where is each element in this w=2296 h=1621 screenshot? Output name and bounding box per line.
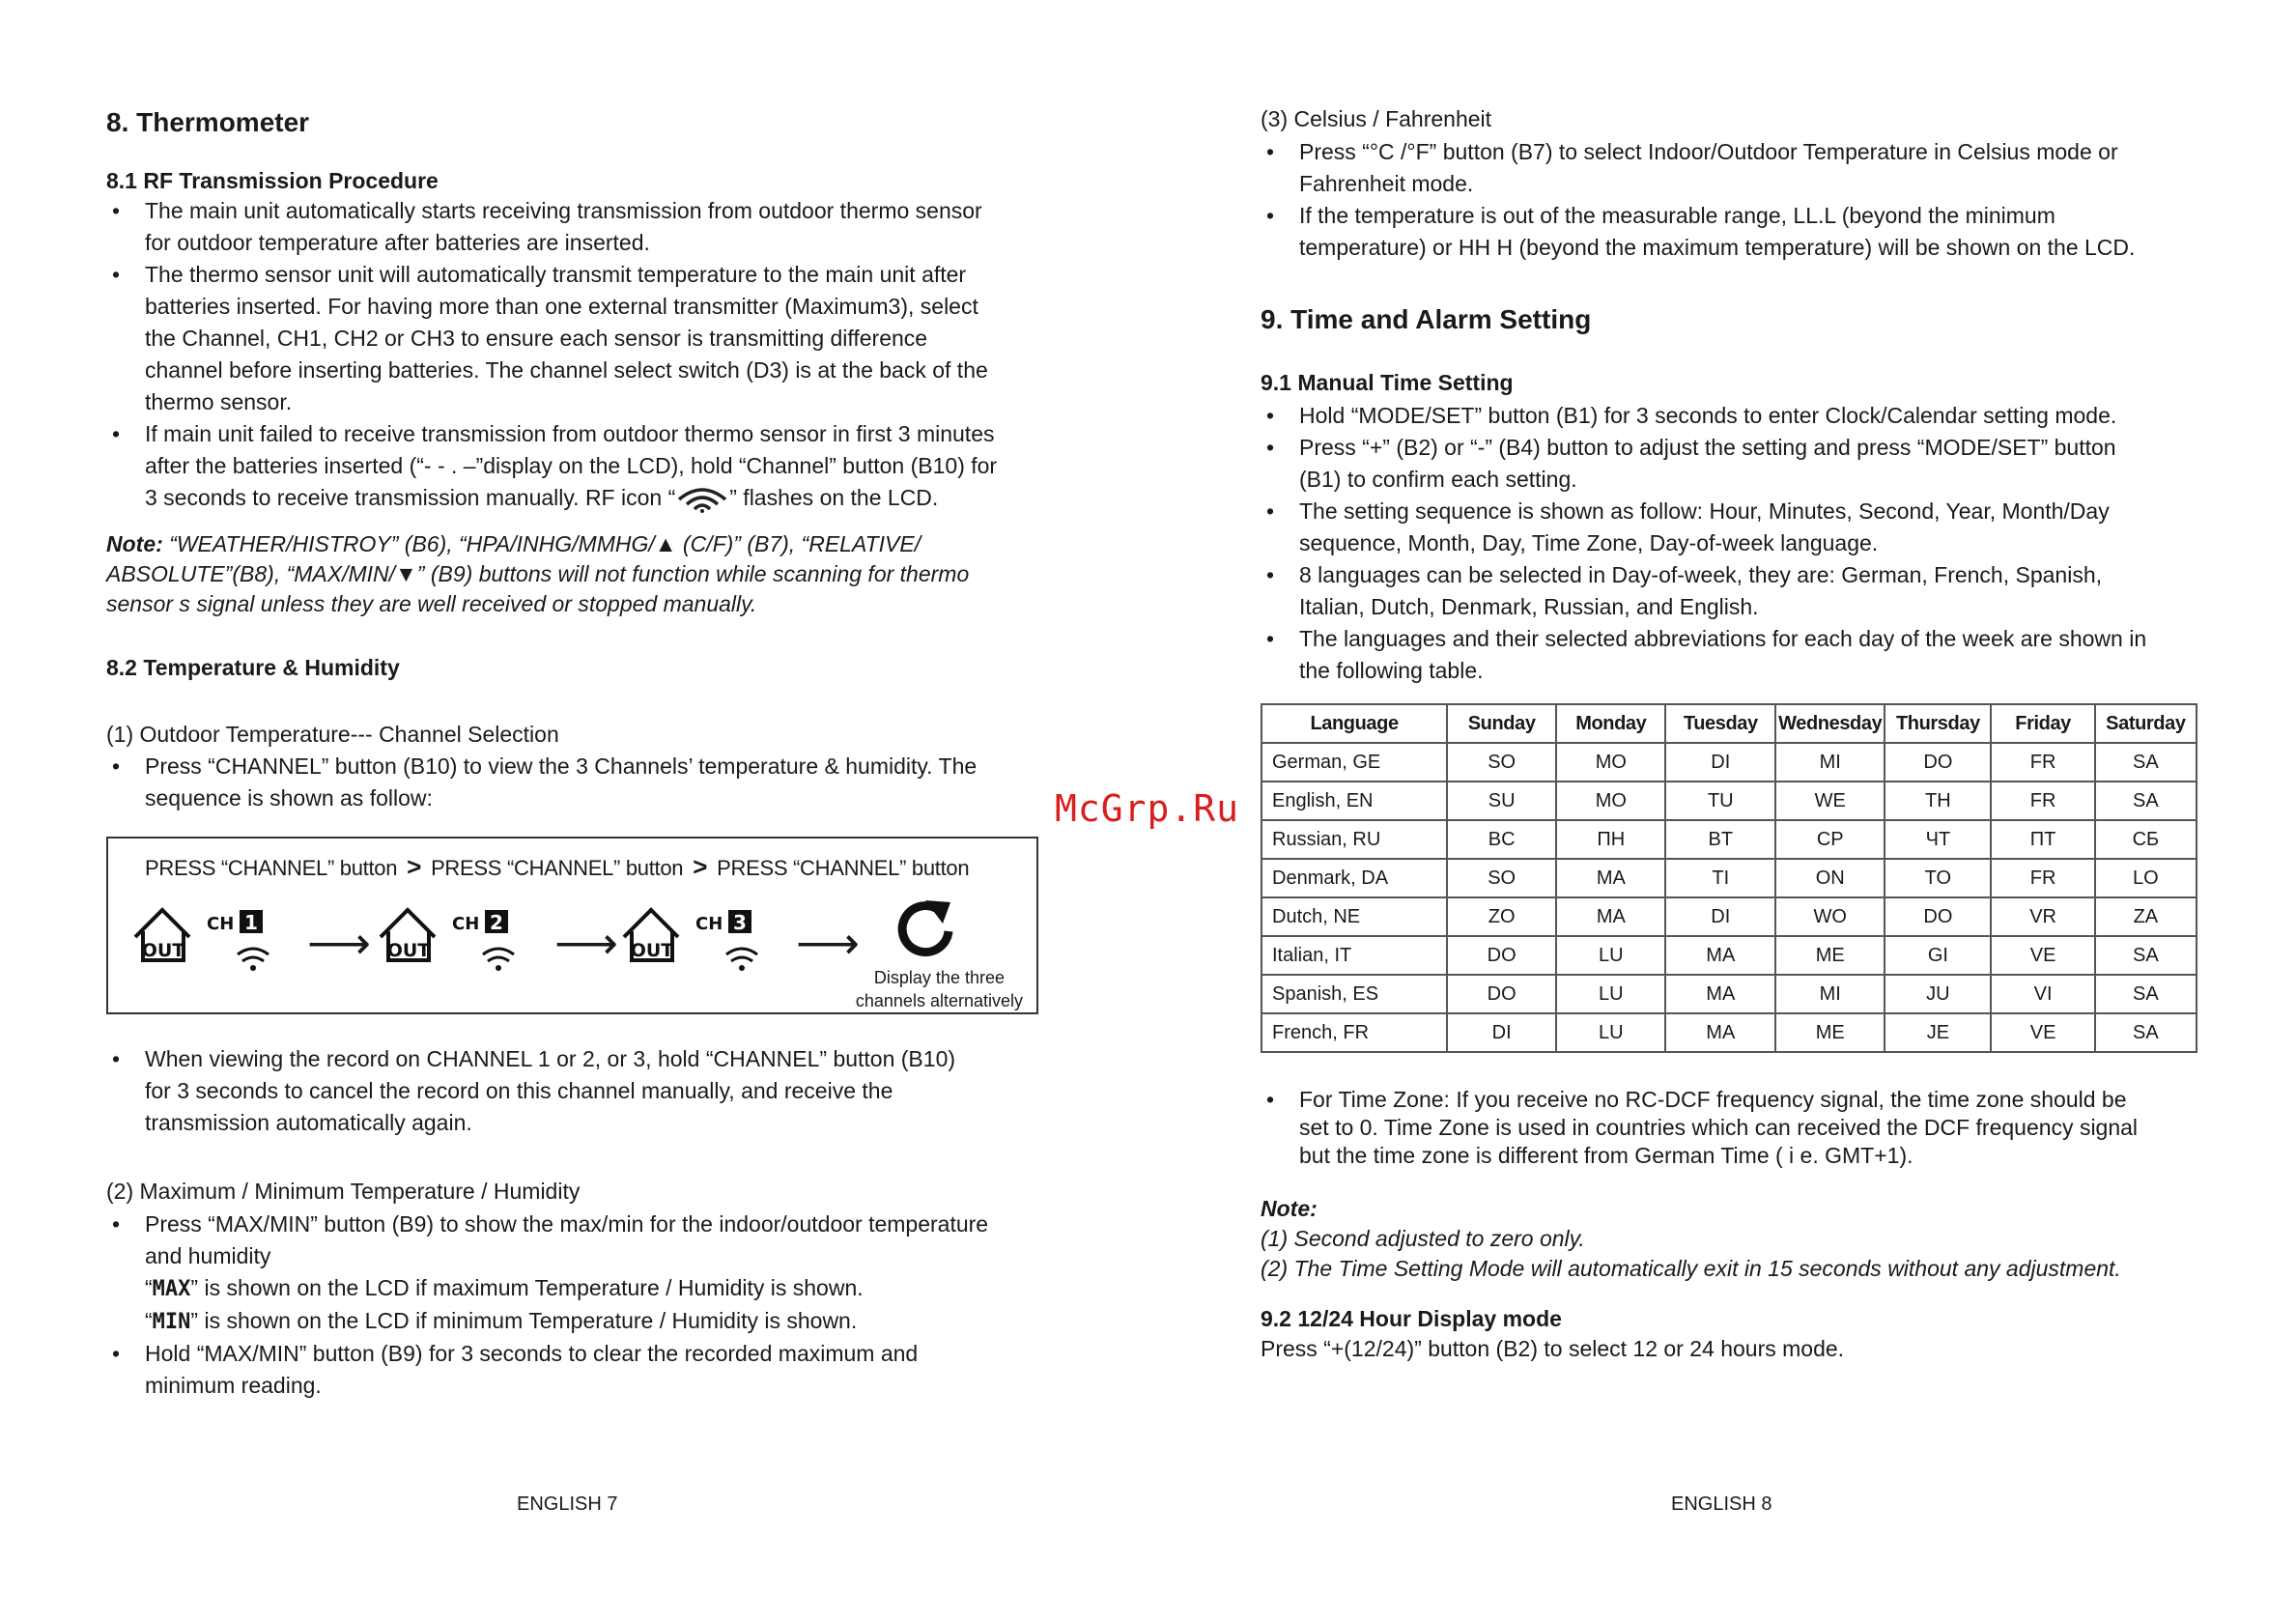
day-abbrev-cell: SA xyxy=(2095,975,2197,1013)
day-abbrev-cell: DI xyxy=(1665,897,1775,936)
column-header: Tuesday xyxy=(1665,704,1775,743)
day-abbrev-cell: ME xyxy=(1775,936,1885,975)
day-abbrev-cell: LU xyxy=(1556,1013,1665,1052)
column-header: Sunday xyxy=(1447,704,1556,743)
day-abbrev-cell: LO xyxy=(2095,859,2197,897)
day-abbrev-cell: FR xyxy=(1991,782,2094,820)
sequence-arrow-3: ⟶ xyxy=(796,918,860,968)
day-abbrev-cell: SO xyxy=(1447,743,1556,782)
channel-1-unit xyxy=(131,895,325,991)
day-abbrev-cell: FR xyxy=(1991,743,2094,782)
day-abbrev-cell: BC xyxy=(1447,820,1556,859)
channel-selection-list xyxy=(106,751,977,814)
table-row xyxy=(1261,820,2197,859)
day-abbrev-cell: SU xyxy=(1447,782,1556,820)
day-abbrev-cell: DO xyxy=(1885,897,1991,936)
day-abbrev-cell: MA xyxy=(1556,859,1665,897)
table-row xyxy=(1261,782,2197,820)
day-abbrev-cell: MI xyxy=(1775,975,1885,1013)
cycle-icon xyxy=(889,887,966,964)
time-zone-list xyxy=(1261,1086,2138,1170)
svg-text:OUT: OUT xyxy=(630,940,674,961)
house-out-icon xyxy=(131,895,325,991)
day-abbrev-cell: CP xyxy=(1775,820,1885,859)
language-cell: German, GE xyxy=(1261,743,1447,782)
column-header: Language xyxy=(1261,704,1447,743)
day-abbrev-cell: MA xyxy=(1665,1013,1775,1052)
day-abbrev-cell: SA xyxy=(2095,782,2197,820)
column-header: Saturday xyxy=(2095,704,2197,743)
day-abbrev-cell: DO xyxy=(1447,975,1556,1013)
cycle-caption: Display the three channels alternatively xyxy=(855,968,1023,1010)
day-abbrev-cell: BT xyxy=(1665,820,1775,859)
list-item: • Press “+” (B2) or “-” (B4) button to adjust the setting and press “MODE/SET” button (B1) to confirm each setting. xyxy=(1261,432,2146,496)
day-abbrev-cell: TH xyxy=(1885,782,1991,820)
section-title-thermometer: 8. Thermometer xyxy=(106,107,310,137)
rf-procedure-heading: 8.1 RF Transmission Procedure xyxy=(106,168,439,193)
language-cell: Dutch, NE xyxy=(1261,897,1447,936)
day-abbrev-cell: MA xyxy=(1665,936,1775,975)
day-abbreviation-table xyxy=(1261,703,2197,1053)
day-abbrev-cell: MA xyxy=(1556,897,1665,936)
min-indicator-line: “MIN” is shown on the LCD if minimum Temperature / Humidity is shown. xyxy=(145,1308,858,1334)
day-abbrev-cell: VE xyxy=(1991,936,2094,975)
house-out-icon xyxy=(620,895,813,991)
day-abbrev-cell: JU xyxy=(1885,975,1991,1013)
celsius-fahrenheit-list xyxy=(1261,136,2135,264)
day-abbrev-cell: SA xyxy=(2095,743,2197,782)
list-item: • Press “CHANNEL” button (B10) to view the 3 Channels’ temperature & humidity. The sequence is shown as follow: xyxy=(106,751,977,814)
table-row xyxy=(1261,897,2197,936)
day-abbrev-cell: TO xyxy=(1885,859,1991,897)
day-abbrev-cell: GI xyxy=(1885,936,1991,975)
rf-procedure-list xyxy=(106,195,997,514)
table-header-row xyxy=(1261,704,2197,743)
sequence-arrow-2: ⟶ xyxy=(554,918,618,968)
sequence-arrow-1: ⟶ xyxy=(307,918,371,968)
day-abbrev-cell: VR xyxy=(1991,897,2094,936)
list-item: • Hold “MAX/MIN” button (B9) for 3 seconds to clear the recorded maximum and minimum reading. xyxy=(106,1338,988,1402)
list-item: • Hold “MODE/SET” button (B1) for 3 seconds to enter Clock/Calendar setting mode. xyxy=(1261,400,2146,432)
svg-text:2: 2 xyxy=(490,911,503,934)
svg-text:OUT: OUT xyxy=(386,940,431,961)
min-lcd-label: MIN xyxy=(152,1310,191,1334)
column-header: Wednesday xyxy=(1775,704,1885,743)
day-abbrev-cell: TU xyxy=(1665,782,1775,820)
day-abbrev-cell: MO xyxy=(1556,743,1665,782)
language-cell: Italian, IT xyxy=(1261,936,1447,975)
day-abbrev-cell: DI xyxy=(1665,743,1775,782)
day-abbrev-cell: MI xyxy=(1775,743,1885,782)
list-item: • The thermo sensor unit will automatically transmit temperature to the main unit after batteries inserted. For having more than one external transmitter (Maximum3), select the Channel, CH1, CH2 or CH3 to ensure each sensor is transmitting difference channel before inserting batteries. The channel select switch (D3) is at the back of the thermo sensor. xyxy=(106,259,997,418)
list-item: • The languages and their selected abbreviations for each day of the week are shown in the following table. xyxy=(1261,623,2146,687)
svg-text:OUT: OUT xyxy=(141,940,185,961)
day-abbrev-cell: MO xyxy=(1556,782,1665,820)
day-abbrev-cell: СБ xyxy=(2095,820,2197,859)
day-abbrev-cell: ЧТ xyxy=(1885,820,1991,859)
list-item: • 8 languages can be selected in Day-of-week, they are: German, French, Spanish, Italian, Dutch, Denmark, Russian, and English. xyxy=(1261,559,2146,623)
channel-sequence-diagram xyxy=(106,837,1038,1014)
day-abbrev-cell: FR xyxy=(1991,859,2094,897)
day-abbrev-cell: ПН xyxy=(1556,820,1665,859)
day-abbrev-cell: DI xyxy=(1447,1013,1556,1052)
table-row xyxy=(1261,743,2197,782)
max-min-subheading: (2) Maximum / Minimum Temperature / Humidity xyxy=(106,1179,581,1204)
day-abbrev-cell: MA xyxy=(1665,975,1775,1013)
day-abbrev-cell: ZO xyxy=(1447,897,1556,936)
svg-text:CH: CH xyxy=(695,914,723,934)
list-item: • When viewing the record on CHANNEL 1 or 2, or 3, hold “CHANNEL” button (B10) for 3 seconds to cancel the record on this channel manually, and receive the transmission automatically again. xyxy=(106,1043,955,1139)
section-title-time-alarm: 9. Time and Alarm Setting xyxy=(1261,304,1592,334)
day-abbrev-cell: SA xyxy=(2095,1013,2197,1052)
svg-text:CH: CH xyxy=(207,914,235,934)
list-item: • If main unit failed to receive transmission from outdoor thermo sensor in first 3 minutes after the batteries inserted (“- - . –”display on the LCD), hold “Channel” button (B10) for 3 seconds to receive transmission manually. RF icon “ ” flashes on the LCD. xyxy=(106,418,997,514)
table-row xyxy=(1261,859,2197,897)
day-abbrev-cell: LU xyxy=(1556,936,1665,975)
day-abbrev-cell: TI xyxy=(1665,859,1775,897)
watermark: McGrp.Ru xyxy=(1055,787,1240,830)
table-row xyxy=(1261,936,2197,975)
day-abbrev-cell: DO xyxy=(1885,743,1991,782)
language-cell: Denmark, DA xyxy=(1261,859,1447,897)
day-abbrev-cell: VE xyxy=(1991,1013,2094,1052)
manual-time-heading: 9.1 Manual Time Setting xyxy=(1261,370,1514,395)
channel-2-unit xyxy=(377,895,570,991)
list-item: • For Time Zone: If you receive no RC-DCF frequency signal, the time zone should be set to 0. Time Zone is used in countries which can received the DCF frequency signal but the time zone is different from German Time ( i e. GMT+1). xyxy=(1261,1086,2138,1170)
svg-text:3: 3 xyxy=(733,911,747,934)
list-item: • Press “°C /°F” button (B7) to select Indoor/Outdoor Temperature in Celsius mode or Fahrenheit mode. xyxy=(1261,136,2135,200)
celsius-fahrenheit-subheading: (3) Celsius / Fahrenheit xyxy=(1261,106,1492,131)
day-abbrev-cell: SA xyxy=(2095,936,2197,975)
svg-text:CH: CH xyxy=(452,914,480,934)
language-cell: Russian, RU xyxy=(1261,820,1447,859)
day-abbrev-cell: WO xyxy=(1775,897,1885,936)
time-setting-note: Note: (1) Second adjusted to zero only. (2) The Time Setting Mode will automatically exit in 15 seconds without any adjustment. xyxy=(1261,1196,2121,1281)
max-lcd-label: MAX xyxy=(152,1277,191,1301)
channel-selection-subheading: (1) Outdoor Temperature--- Channel Selection xyxy=(106,722,559,747)
day-abbrev-cell: ON xyxy=(1775,859,1885,897)
day-abbrev-cell: ZA xyxy=(2095,897,2197,936)
list-item: • The setting sequence is shown as follow: Hour, Minutes, Second, Year, Month/Day sequence, Month, Day, Time Zone, Day-of-week language. xyxy=(1261,496,2146,559)
rf-note: Note: “WEATHER/HISTROY” (B6), “HPA/INHG/MMHG/▲ (C/F)” (B7), “RELATIVE/ ABSOLUTE”(B8), “MAX/MIN/▼” (B9) buttons will not function while scanning for thermo sensor s signal unless they are well received or stopped manually. xyxy=(106,531,970,616)
hour-mode-heading: 9.2 12/24 Hour Display mode xyxy=(1261,1306,1562,1331)
press-sequence-header: PRESS “CHANNEL” button > PRESS “CHANNEL” button > PRESS “CHANNEL” button xyxy=(145,852,970,881)
temp-humidity-heading: 8.2 Temperature & Humidity xyxy=(106,655,400,680)
day-abbrev-cell: ME xyxy=(1775,1013,1885,1052)
house-out-icon xyxy=(377,895,570,991)
max-min-list xyxy=(106,1209,988,1402)
list-item: • Press “MAX/MIN” button (B9) to show the max/min for the indoor/outdoor temperature and humidity “MAX” is shown on the LCD if maximum Temperature / Humidity is shown. “MIN” is shown on the LCD if minimum Temperature / Humidity is shown. xyxy=(106,1209,988,1338)
table-row xyxy=(1261,975,2197,1013)
column-header: Thursday xyxy=(1885,704,1991,743)
list-item: • The main unit automatically starts receiving transmission from outdoor thermo sensor for outdoor temperature after batteries are inserted. xyxy=(106,195,997,259)
svg-text:1: 1 xyxy=(244,911,258,934)
channel-3-unit xyxy=(620,895,813,991)
day-abbrev-cell: ПТ xyxy=(1991,820,2094,859)
channel-cancel-list xyxy=(106,1043,955,1139)
day-abbrev-cell: JE xyxy=(1885,1013,1991,1052)
column-header: Friday xyxy=(1991,704,2094,743)
day-abbrev-cell: DO xyxy=(1447,936,1556,975)
day-abbrev-cell: SO xyxy=(1447,859,1556,897)
language-cell: French, FR xyxy=(1261,1013,1447,1052)
page-footer-right: ENGLISH 8 xyxy=(1671,1493,1772,1515)
max-indicator-line: “MAX” is shown on the LCD if maximum Temperature / Humidity is shown. xyxy=(145,1275,864,1301)
page-footer-left: ENGLISH 7 xyxy=(517,1493,618,1515)
list-item: • If the temperature is out of the measurable range, LL.L (beyond the minimum temperature) or HH H (beyond the maximum temperature) will be shown on the LCD. xyxy=(1261,200,2135,264)
hour-mode-text: Press “+(12/24)” button (B2) to select 12 or 24 hours mode. xyxy=(1261,1336,1845,1361)
table-row xyxy=(1261,1013,2197,1052)
day-abbrev-cell: LU xyxy=(1556,975,1665,1013)
day-abbrev-cell: VI xyxy=(1991,975,2094,1013)
manual-time-list xyxy=(1261,400,2146,687)
language-cell: Spanish, ES xyxy=(1261,975,1447,1013)
language-cell: English, EN xyxy=(1261,782,1447,820)
column-header: Monday xyxy=(1556,704,1665,743)
day-abbrev-cell: WE xyxy=(1775,782,1885,820)
rf-signal-icon xyxy=(675,486,729,513)
